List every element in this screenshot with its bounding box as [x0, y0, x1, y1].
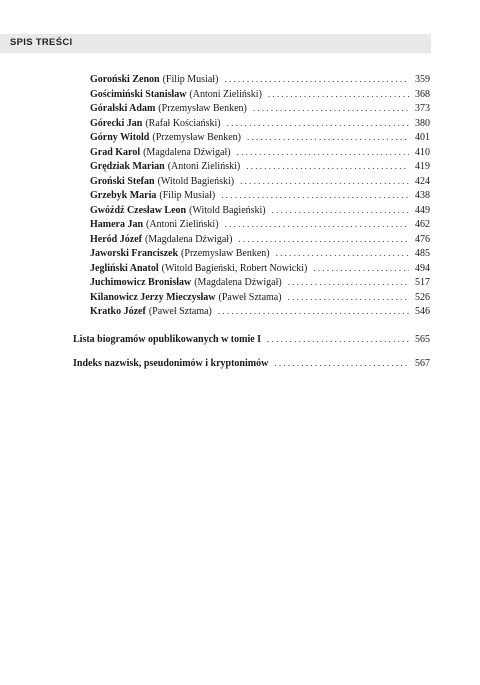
- entry-name: Goroński Zenon: [90, 74, 160, 85]
- entry-author: (Antoni Zieliński): [189, 89, 262, 100]
- leader-dots: [246, 160, 409, 172]
- leader-dots: [272, 204, 409, 216]
- section-title: SPIS TREŚCI: [10, 37, 73, 48]
- entry-name: Juchimowicz Bronisław: [90, 277, 192, 288]
- toc-entry[interactable]: [90, 218, 430, 231]
- entry-author: (Przemysław Benken): [181, 248, 270, 259]
- toc-entry[interactable]: [90, 276, 430, 289]
- entry-name: Grzebyk Maria: [90, 190, 157, 201]
- toc-entry[interactable]: [90, 73, 430, 86]
- page-number: 359: [415, 74, 430, 85]
- entry-author: (Witold Bagieński, Robert Nowicki): [161, 263, 308, 274]
- page-number: 494: [415, 263, 430, 274]
- leader-dots: [276, 247, 409, 259]
- leader-dots: [227, 117, 409, 129]
- page-number: 476: [415, 234, 430, 245]
- entry-name: Górny Witold: [90, 132, 150, 143]
- entry-author: (Filip Musiał): [162, 74, 219, 85]
- leader-dots: [274, 357, 409, 369]
- leader-dots: [224, 73, 409, 85]
- page-number: 373: [415, 103, 430, 114]
- toc-entry[interactable]: [90, 88, 430, 101]
- entry-name: Jegliński Anatol: [90, 263, 159, 274]
- entry-name: Kilanowicz Jerzy Mieczysław: [90, 292, 216, 303]
- entry-name: Grędziak Marian: [90, 161, 165, 172]
- leader-dots: [225, 218, 409, 230]
- entry-name: Gwóźdź Czesław Leon: [90, 205, 187, 216]
- toc-entry[interactable]: [90, 291, 430, 304]
- entry-name: Gościmiński Stanisław: [90, 89, 187, 100]
- toc-entry[interactable]: [90, 160, 430, 173]
- entry-author: (Witold Bagieński): [189, 205, 266, 216]
- page-number: 517: [415, 277, 430, 288]
- entry-author: (Magdalena Dźwigał): [144, 234, 233, 245]
- page-number: 546: [415, 306, 430, 317]
- leader-dots: [253, 102, 409, 114]
- entry-name: Kratko Józef: [90, 306, 146, 317]
- entry-author: (Filip Musiał): [159, 190, 216, 201]
- section-header-bar: [0, 34, 431, 53]
- leader-dots: [237, 146, 409, 158]
- entry-author: (Rafał Kościański): [145, 118, 221, 129]
- leader-dots: [267, 333, 409, 345]
- entry-author: (Antoni Zieliński): [167, 161, 241, 172]
- page-number: 462: [415, 219, 430, 230]
- leader-dots: [240, 175, 409, 187]
- entry-author: (Paweł Sztama): [218, 292, 282, 303]
- toc-entry[interactable]: [90, 262, 430, 275]
- page-number: 380: [415, 118, 430, 129]
- entry-author: (Przemysław Benken): [152, 132, 241, 143]
- toc-entry[interactable]: [90, 247, 430, 260]
- entry-author: (Przemysław Benken): [158, 103, 247, 114]
- toc-entry[interactable]: [90, 102, 430, 115]
- page-number: 438: [415, 190, 430, 201]
- entry-author: (Paweł Sztama): [148, 306, 212, 317]
- toc-entry[interactable]: [90, 204, 430, 217]
- leader-dots: [238, 233, 409, 245]
- page-number: 485: [415, 248, 430, 259]
- page-number: 424: [415, 176, 430, 187]
- page-number: 401: [415, 132, 430, 143]
- toc-entry[interactable]: [90, 305, 430, 318]
- entry-author: (Witold Bagieński): [157, 176, 235, 187]
- entry-name: Górecki Jan: [90, 118, 143, 129]
- toc-entry[interactable]: [90, 117, 430, 130]
- section-name: Indeks nazwisk, pseudonimów i kryptonimów: [73, 358, 269, 369]
- entry-author: (Magdalena Dźwigał): [194, 277, 282, 288]
- toc-section-biograms-list[interactable]: [73, 333, 430, 346]
- toc-entry[interactable]: [90, 146, 430, 159]
- page-number: 368: [415, 89, 430, 100]
- entry-name: Groński Stefan: [90, 176, 155, 187]
- entry-author: (Magdalena Dźwigał): [143, 147, 231, 158]
- entry-name: Góralski Adam: [90, 103, 156, 114]
- leader-dots: [247, 131, 409, 143]
- leader-dots: [218, 305, 409, 317]
- section-name: Lista biogramów opublikowanych w tomie I: [73, 334, 262, 345]
- page-number: 449: [415, 205, 430, 216]
- leader-dots: [288, 276, 409, 288]
- page-number: 567: [415, 358, 430, 369]
- page-number: 419: [415, 161, 430, 172]
- entry-name: Heród Józef: [90, 234, 142, 245]
- page-number: 526: [415, 292, 430, 303]
- page-number: 410: [415, 147, 430, 158]
- leader-dots: [288, 291, 409, 303]
- page-number: 565: [415, 334, 430, 345]
- leader-dots: [268, 88, 409, 100]
- toc-section-index[interactable]: [73, 357, 430, 370]
- toc-entry[interactable]: [90, 131, 430, 144]
- toc-entry[interactable]: [90, 189, 430, 202]
- entry-name: Hamera Jan: [90, 219, 144, 230]
- toc-entry[interactable]: [90, 233, 430, 246]
- entry-author: (Antoni Zieliński): [146, 219, 219, 230]
- entry-name: Jaworski Franciszek: [90, 248, 179, 259]
- entry-name: Grad Karol: [90, 147, 141, 158]
- toc-entry[interactable]: [90, 175, 430, 188]
- leader-dots: [221, 189, 409, 201]
- leader-dots: [313, 262, 409, 274]
